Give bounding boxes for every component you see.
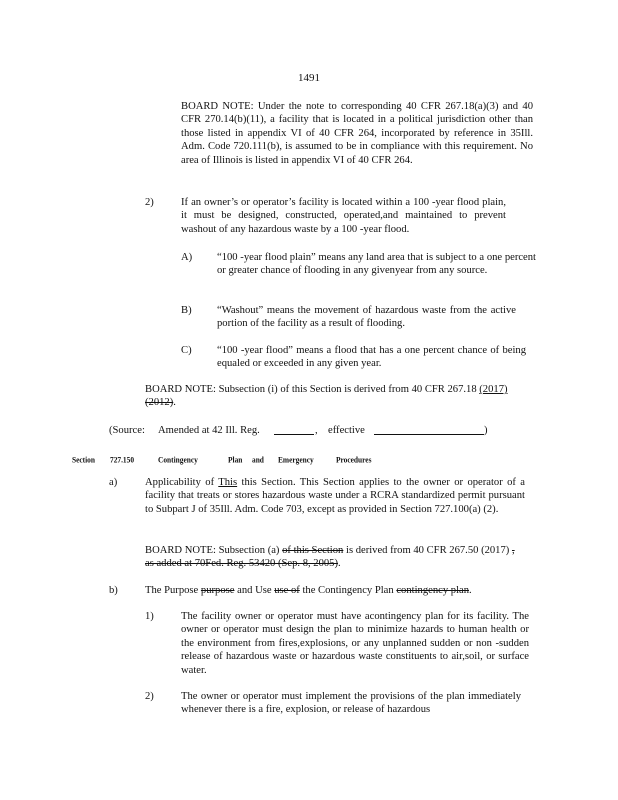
- source-close: ): [484, 425, 488, 436]
- board-note-mid: [145, 383, 520, 410]
- section-title-procedures: Procedures: [336, 454, 372, 465]
- source-effective: effective: [328, 425, 365, 436]
- item-b-use-deleted: use of: [274, 585, 300, 596]
- section-word: Section: [72, 454, 95, 465]
- item-b-label: b): [109, 585, 118, 596]
- source-amended: Amended at 42 Ill. Reg.: [158, 425, 260, 436]
- section-number: 727.150: [110, 454, 135, 465]
- item-2a-text: “100 -year flood plain” means any land area that is subject to a one percent or greater chance of flooding in any givenyear from any source.: [217, 252, 536, 277]
- section-title-plan: Plan: [228, 454, 243, 465]
- item-b-use: and Use: [237, 585, 272, 596]
- item-b1-text: The facility owner or operator must have acontingency plan for its facility. The owner or operator must design the plan to minimize hazards to human health or the environment from fires,explosions, or any unplanned sudden or non -sudden release of hazardous waste or hazardous waste constituents to air,soil, or surface water.: [181, 611, 529, 676]
- item-b-purpose: The Purpose: [145, 585, 199, 596]
- item-a-added-word: This: [218, 477, 238, 488]
- item-a-board-note: [145, 544, 525, 571]
- source-comma: ,: [315, 425, 318, 436]
- section-title-and: and: [252, 454, 264, 465]
- item-b2-label: 2): [145, 691, 154, 702]
- item-2-text: If an owner’s or operator’s facility is located within a 100 -year flood plain, it must be designed, constructed, operated,and maintained to prevent washout of any hazardous waste by a 100 -year flood.: [181, 197, 506, 235]
- item-2b-label: B): [181, 305, 192, 316]
- source-open: (Source:: [109, 425, 145, 436]
- section-title-emergency: Emergency: [278, 454, 314, 465]
- source-effective-blank: [374, 424, 484, 435]
- source-reg-blank: [274, 424, 314, 435]
- item-b-plan-deleted: contingency plan: [396, 585, 470, 596]
- page-number: 1491: [298, 72, 320, 84]
- board-note-top: BOARD NOTE: Under the note to corresponding 40 CFR 267.18(a)(3) and 40 CFR 270.14(b)(11), a facility that is located in a political jurisdiction other than those listed in appendix VI of 40 CFR 264, incorporated by reference in 35Ill. Adm. Code 720.111(b), is assumed to be in compliance with this requirement. No area of Illinois is listed in appendix VI of 40 CFR 264.: [181, 101, 533, 166]
- item-a-text: [145, 476, 525, 516]
- item-2-label: 2): [145, 197, 154, 208]
- board-note-mid-deleted-year: (2012): [145, 397, 174, 409]
- item-a-note-deleted: of this Section: [282, 545, 344, 556]
- item-a-text-rest: this Section. This Section applies to the owner or operator of a facility that treats or stores hazardous waste under a RCRA standardized permit pursuant to Subpart J of 35Ill. Adm. Code 703, except as provided in Section 727.100(a) (2).: [145, 477, 525, 515]
- item-b-plan: the Contingency Plan: [302, 585, 394, 596]
- item-b-end: .: [469, 585, 472, 596]
- section-title-contingency: Contingency: [158, 454, 198, 465]
- board-note-mid-text: BOARD NOTE: Subsection (i) of this Section is derived from 40 CFR 267.18: [145, 384, 477, 395]
- item-2c-label: C): [181, 345, 192, 356]
- board-note-mid-end: .: [173, 397, 176, 409]
- item-a-note-mid: is derived from 40 CFR 267.50 (2017): [346, 545, 510, 556]
- item-b2-text: The owner or operator must implement the provisions of the plan immediately whenever there is a fire, explosion, or release of hazardous: [181, 691, 521, 716]
- item-a-text-start: Applicability of: [145, 477, 215, 488]
- item-a-note-deleted-2: , as added at 70Fed. Reg. 53420 (Sep. 8, 2005): [145, 545, 515, 570]
- item-2b-text: “Washout” means the movement of hazardous waste from the active portion of the facility as a result of flooding.: [217, 305, 516, 330]
- item-a-note-start: BOARD NOTE: Subsection (a): [145, 545, 280, 556]
- item-b1-label: 1): [145, 611, 154, 622]
- item-2a-label: A): [181, 252, 193, 263]
- item-a-label: a): [109, 477, 118, 488]
- item-2c-text: “100 -year flood” means a flood that has a one percent chance of being equaled or exceeded in any given year.: [217, 345, 526, 370]
- item-b-purpose-deleted: purpose: [200, 585, 235, 596]
- item-a-note-end: .: [338, 558, 341, 570]
- board-note-mid-added-year: (2017): [479, 384, 508, 395]
- item-b-heading: [145, 584, 545, 597]
